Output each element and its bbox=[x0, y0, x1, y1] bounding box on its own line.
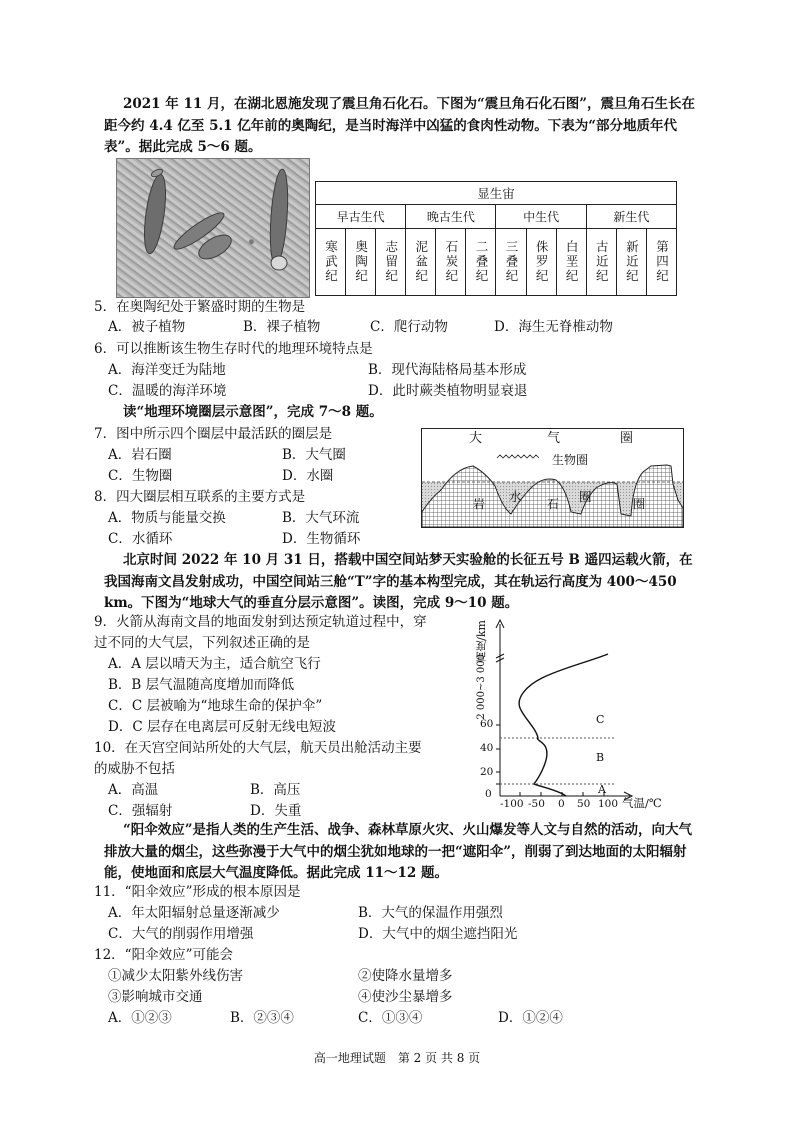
q9-option-c: C．C 层被喻为“地球生命的保护伞” bbox=[108, 698, 323, 714]
period-cell: 新近纪 bbox=[616, 229, 646, 296]
period-cell: 三叠纪 bbox=[496, 229, 526, 296]
q11-option-c: C．大气的削弱作用增强 bbox=[108, 926, 254, 942]
temperature-curve bbox=[519, 654, 608, 796]
x-tick-label: 100 bbox=[598, 798, 619, 810]
y-axis-label: 高度/km bbox=[475, 620, 488, 663]
y-axis-break-label: 2 000~3 000 bbox=[476, 654, 487, 720]
sphere-label-rock: 岩 bbox=[473, 497, 486, 511]
era-header: 新生代 bbox=[586, 205, 676, 229]
q12-statement-1: ①减少太阳紫外线伤害 bbox=[108, 968, 243, 984]
period-cell: 志留纪 bbox=[376, 229, 406, 296]
q12-statement-3: ③影响城市交通 bbox=[108, 989, 203, 1005]
y-tick-label: 40 bbox=[480, 742, 494, 754]
q8-stem: 8．四大圈层相互联系的主要方式是 bbox=[94, 489, 306, 505]
q10-option-b: B．高压 bbox=[250, 782, 301, 798]
q12-option-a: A．①②③ bbox=[108, 1010, 172, 1026]
q9-stem-1: 9．火箭从海南文昌的地面发射到达预定轨道过程中，穿 bbox=[94, 614, 427, 630]
y-tick-label: 20 bbox=[480, 766, 494, 778]
atmosphere-chart bbox=[470, 618, 680, 812]
q7-stem: 7．图中所示四个圈层中最活跃的圈层是 bbox=[94, 426, 333, 442]
q6-option-d: D．此时蕨类植物明显衰退 bbox=[368, 383, 528, 399]
q12-option-d: D．①②④ bbox=[498, 1010, 563, 1026]
q10-option-c: C．强辐射 bbox=[108, 803, 173, 819]
fossil-photo bbox=[116, 158, 310, 298]
q5-option-c: C．爬行动物 bbox=[370, 319, 448, 335]
intro-paragraph-umbrella: “阳伞效应”是指人类的生产生活、战争、森林草原火灾、火山爆发等人文与自然的活动，向大气排放大量的烟尘，这些弥漫于大气中的烟尘犹如地球的一把“遮阳伞”，削弱了到达地面的太阳辐射能，使地面和底层大气温度降低。据此完成 11～12 题。 bbox=[104, 822, 693, 881]
period-cell: 侏罗纪 bbox=[526, 229, 556, 296]
layer-label-c: C bbox=[596, 713, 605, 726]
atmosphere-chart-svg bbox=[470, 618, 680, 812]
intro-paragraph-fossil: 2021 年 11 月，在湖北恩施发现了震旦角石化石。下图为“震旦角石化石图”，震旦角石生长在距今约 4.4 亿至 5.1 亿年前的奥陶纪，是当时海洋中凶猛的食肉性动物。下表为“部分地质年代表”。据此完成 5～6 题。 bbox=[104, 96, 695, 155]
sphere-label-circle: 圈 bbox=[579, 489, 592, 504]
q8-option-a: A．物质与能量交换 bbox=[108, 510, 226, 526]
eon-header: 显生宙 bbox=[316, 182, 677, 205]
fossil-shapes bbox=[117, 159, 309, 297]
q5-option-d: D．海生无脊椎动物 bbox=[494, 319, 613, 335]
period-cell: 泥盆纪 bbox=[406, 229, 436, 296]
q10-stem-1: 10．在天宫空间站所处的大气层，航天员出舱活动主要 bbox=[94, 740, 422, 756]
q7-option-d: D．水圈 bbox=[282, 468, 334, 484]
q5-option-b: B．裸子植物 bbox=[243, 319, 321, 335]
sphere-label-atmo-3: 圈 bbox=[620, 431, 634, 446]
q12-option-b: B．②③④ bbox=[230, 1010, 294, 1026]
q11-stem: 11．“阳伞效应”形成的根本原因是 bbox=[94, 884, 301, 900]
q12-statement-2: ②使降水量增多 bbox=[358, 968, 453, 984]
q11-option-b: B．大气的保温作用强烈 bbox=[358, 905, 503, 921]
era-header: 晚古生代 bbox=[406, 205, 496, 229]
period-cell: 白垩纪 bbox=[556, 229, 586, 296]
q10-stem-2: 的威胁不包括 bbox=[94, 761, 175, 777]
sphere-label-atmo-2: 气 bbox=[547, 431, 561, 446]
x-tick-label: -50 bbox=[528, 798, 545, 810]
era-header: 早古生代 bbox=[316, 205, 406, 229]
q6-option-a: A．海洋变迁为陆地 bbox=[108, 362, 226, 378]
q12-statement-4: ④使沙尘暴增多 bbox=[358, 989, 453, 1005]
q9-stem-2: 过不同的大气层，下列叙述正确的是 bbox=[94, 635, 310, 651]
x-tick-label: 50 bbox=[577, 798, 591, 810]
sphere-label-stone: 石 bbox=[547, 497, 560, 511]
layer-label-a: A bbox=[598, 783, 606, 796]
period-cell: 石炭纪 bbox=[436, 229, 466, 296]
layer-label-b: B bbox=[596, 751, 605, 764]
period-cell: 古近纪 bbox=[586, 229, 616, 296]
q7-option-a: A．岩石圈 bbox=[108, 447, 172, 463]
x-axis-label: 气温/℃ bbox=[622, 796, 662, 810]
page-footer: 高一地理试题 第 2 页 共 8 页 bbox=[313, 1051, 481, 1065]
q9-option-a: A．A 层以晴天为主，适合航空飞行 bbox=[108, 656, 321, 672]
q5-stem: 5．在奥陶纪处于繁盛时期的生物是 bbox=[94, 299, 306, 315]
q7-option-b: B．大气圈 bbox=[282, 447, 346, 463]
sphere-label-bio: 生物圈 bbox=[552, 453, 589, 467]
sphere-label-atmo-1: 大 bbox=[469, 431, 483, 446]
period-cell: 奥陶纪 bbox=[346, 229, 376, 296]
x-tick-label: 0 bbox=[558, 798, 565, 810]
q12-stem: 12．“阳伞效应”可能会 bbox=[94, 947, 233, 963]
q11-option-a: A．年太阳辐射总量逐渐减少 bbox=[108, 905, 280, 921]
sphere-label-water: 水 bbox=[509, 489, 522, 504]
geologic-time-table bbox=[315, 181, 677, 296]
period-cell: 寒武纪 bbox=[316, 229, 346, 296]
q7-option-c: C．生物圈 bbox=[108, 468, 173, 484]
q5-option-a: A．被子植物 bbox=[108, 319, 186, 335]
q9-option-d: D．C 层存在电离层可反射无线电短波 bbox=[108, 719, 336, 735]
q10-option-d: D．失重 bbox=[250, 803, 302, 819]
x-tick-label: -100 bbox=[500, 798, 524, 810]
y-tick-label: 60 bbox=[480, 718, 494, 730]
q9-option-b: B．B 层气温随高度增加而降低 bbox=[108, 677, 295, 693]
q11-option-d: D．大气中的烟尘遮挡阳光 bbox=[358, 926, 518, 942]
era-header: 中生代 bbox=[496, 205, 586, 229]
sphere-diagram bbox=[421, 428, 684, 528]
q6-option-b: B．现代海陆格局基本形成 bbox=[368, 362, 527, 378]
q8-option-b: B．大气环流 bbox=[282, 510, 360, 526]
y-tick-label: 0 bbox=[485, 788, 492, 800]
q6-option-c: C．温暖的海洋环境 bbox=[108, 383, 227, 399]
intro-paragraph-spheres: 读“地理环境圈层示意图”，完成 7～8 题。 bbox=[123, 404, 383, 420]
intro-paragraph-rocket: 北京时间 2022 年 10 月 31 日，搭载中国空间站梦天实验舱的长征五号 B 遥四运载火箭，在我国海南文昌发射成功，中国空间站三舱“T”字的基本构型完成，其在轨运行高度为 400～450 km。下图为“地球大气的垂直分层示意图”。读图，完成 9～10 题。 bbox=[104, 552, 693, 611]
q8-option-c: C．水循环 bbox=[108, 531, 173, 547]
q6-stem: 6．可以推断该生物生存时代的地理环境特点是 bbox=[94, 341, 373, 357]
sphere-label-circle-2: 圈 bbox=[633, 497, 646, 511]
q10-option-a: A．高温 bbox=[108, 782, 159, 798]
period-cell: 第四纪 bbox=[646, 229, 676, 296]
q12-option-c: C．①③④ bbox=[358, 1010, 423, 1026]
q8-option-d: D．生物循环 bbox=[282, 531, 361, 547]
period-cell: 二叠纪 bbox=[466, 229, 496, 296]
